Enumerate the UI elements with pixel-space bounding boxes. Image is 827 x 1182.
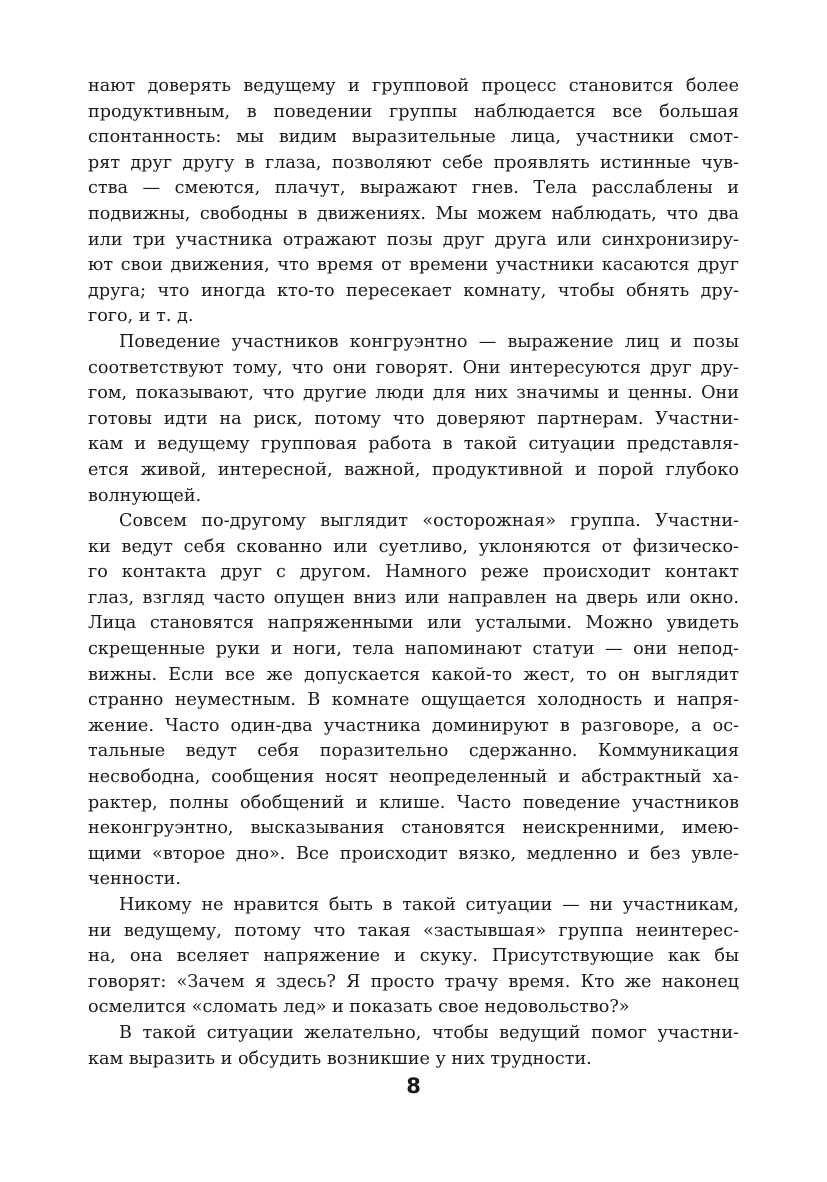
text-line: продуктивным, в поведении группы наблюдается все большая [88, 101, 739, 122]
text-line: скрещенные руки и ноги, тела напоминают статуи — они непод- [88, 639, 739, 660]
text-line: несвободна, сообщения носят неопределенный и абстрактный ха- [88, 767, 739, 788]
text-line: ется живой, интересной, важной, продуктивной и порой глубоко [88, 459, 739, 480]
text-line: жение. Часто один-два участника доминируют в разговоре, а ос- [88, 715, 739, 736]
text-line: неконгруэнтно, высказывания становятся неискренними, имею- [88, 818, 739, 839]
page-body [88, 74, 739, 1072]
text-line: соответствуют тому, что они говорят. Они интересуются друг дру- [88, 357, 739, 378]
text-line: готовы идти на риск, потому что доверяют партнерам. Участни- [88, 408, 739, 429]
text-line: нают доверять ведущему и групповой процесс становится более [88, 76, 739, 96]
page-number: 8 [406, 1074, 421, 1098]
text-line: кам выразить и обсудить возникшие у них трудности. [88, 1048, 592, 1069]
text-line: на, она вселяет напряжение и скуку. Присутствующие как бы [88, 946, 739, 967]
text-line: ченности. [88, 869, 181, 890]
text-line: ни ведущему, потому что такая «застывшая» группа неинтерес- [88, 920, 739, 941]
text-line: кам и ведущему групповая работа в такой ситуации представля- [88, 434, 739, 455]
text-line: ства — смеются, плачут, выражают гнев. Тела расслаблены и [88, 178, 739, 199]
text-line: тальные ведут себя поразительно сдержанно. Коммуникация [88, 741, 739, 762]
text-line: рактер, полны обобщений и клише. Часто поведение участников [88, 792, 739, 813]
text-line: Поведение участников конгруэнтно — выражение лиц и позы [119, 331, 739, 352]
text-line: глаз, взгляд часто опущен вниз или направлен на дверь или окно. [88, 587, 739, 608]
text-line: друга; что иногда кто-то пересекает комнату, чтобы обнять дру- [88, 280, 739, 301]
text-line: ки ведут себя скованно или суетливо, уклоняются от физическо- [88, 536, 739, 557]
text-line: Лица становятся напряженными или усталыми. Можно увидеть [88, 613, 739, 634]
text-line: или три участника отражают позы друг друга или синхронизиру- [88, 229, 739, 250]
text-line: Совсем по-другому выглядит «осторожная» группа. Участни- [119, 511, 739, 532]
text-line: Никому не нравится быть в такой ситуации — ни участникам, [119, 895, 739, 915]
text-line: спонтанность: мы видим выразительные лица, участники смот- [88, 127, 739, 148]
text-line: вижны. Если все же допускается какой-то жест, то он выглядит [88, 664, 739, 685]
text-line: странно неуместным. В комнате ощущается холодность и напря- [88, 690, 739, 711]
text-line: волнующей. [88, 485, 202, 506]
text-line: го контакта друг с другом. Намного реже происходит контакт [88, 562, 739, 583]
text-line: осмелится «сломать лед» и показать свое недовольство?» [88, 997, 630, 1018]
text-line: гого, и т. д. [88, 306, 194, 327]
text-line: говорят: «Зачем я здесь? Я просто трачу время. Кто же наконец [88, 971, 739, 992]
text-line: ют свои движения, что время от времени участники касаются друг [88, 255, 739, 276]
text-line: щими «второе дно». Все происходит вязко, медленно и без увле- [88, 843, 739, 864]
text-line: гом, показывают, что другие люди для них значимы и ценны. Они [88, 383, 739, 404]
text-line: рят друг другу в глаза, позволяют себе проявлять истинные чув- [88, 152, 739, 173]
text-line: подвижны, свободны в движениях. Мы можем наблюдать, что два [88, 203, 739, 224]
text-line: В такой ситуации желательно, чтобы ведущий помог участни- [119, 1022, 739, 1043]
